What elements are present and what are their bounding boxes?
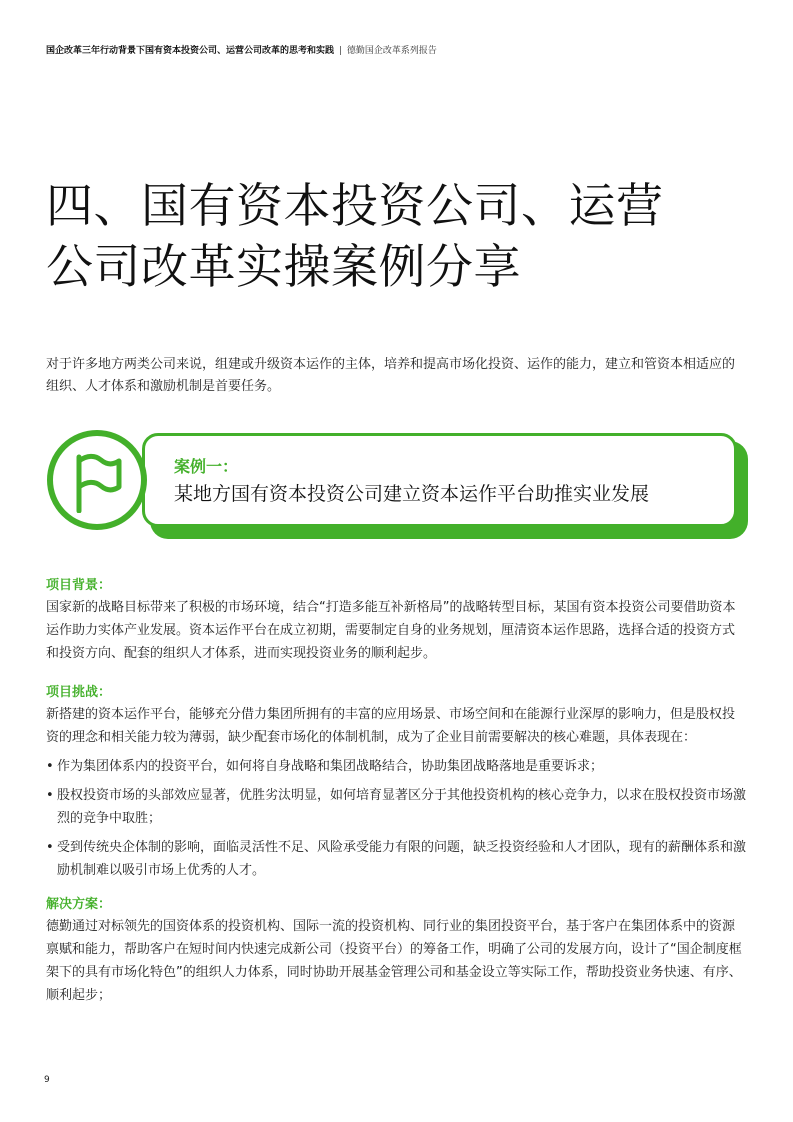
case-label: 案例一： xyxy=(174,457,239,476)
challenge-bullets xyxy=(46,755,746,882)
bullet-text: 受到传统央企体制的影响，面临灵活性不足、风险承受能力有限的问题，缺乏投资经验和人才团队，现有的薪酬体系和激励机制难以吸引市场上优秀的人才。 xyxy=(57,840,747,878)
flag-icon xyxy=(73,453,123,513)
solution-section xyxy=(46,895,746,1007)
case-banner xyxy=(142,433,737,527)
bullet-dot: • xyxy=(46,759,54,774)
bullet-text: 作为集团体系内的投资平台，如何将自身战略和集团战略结合，协助集团战略落地是重要诉求； xyxy=(57,759,604,774)
header-series: 德勤国企改革系列报告 xyxy=(346,46,437,56)
background-heading: 项目背景： xyxy=(46,578,112,593)
case-title: 某地方国有资本投资公司建立资本运作平台助推实业发展 xyxy=(174,483,650,505)
page-number: 9 xyxy=(44,1075,50,1085)
challenge-text: 新搭建的资本运作平台，能够充分借力集团所拥有的丰富的应用场景、市场空间和在能源行业深厚的影响力，但是股权投资的理念和相关能力较为薄弱，缺少配套市场化的体制机制，成为了企业目前需要解决的核心难题，具体表现在： xyxy=(46,707,736,745)
background-section xyxy=(46,576,746,665)
bullet-dot: • xyxy=(46,840,54,855)
list-item xyxy=(46,755,746,778)
page-title-line-2: 公司改革实操案例分享 xyxy=(46,240,521,295)
page-title xyxy=(46,176,766,298)
challenge-heading: 项目挑战： xyxy=(46,685,112,700)
running-header xyxy=(46,45,766,57)
background-text: 国家新的战略目标带来了积极的市场环境，结合“打造多能互补新格局”的战略转型目标，某国有资本投资公司要借助资本运作助力实体产业发展。资本运作平台在成立初期，需要制定自身的业务规划，厘清资本运作思路，选择合适的投资方式和投资方向、配套的组织人才体系，进而实现投资业务的顺利起步。 xyxy=(46,600,736,661)
header-title: 国企改革三年行动背景下国有资本投资公司、运营公司改革的思考和实践 xyxy=(46,46,335,56)
bullet-text: 股权投资市场的头部效应显著，优胜劣汰明显，如何培育显著区分于其他投资机构的核心竞争力，以求在股权投资市场激烈的竞争中取胜； xyxy=(57,788,747,826)
solution-heading: 解决方案： xyxy=(46,897,112,912)
list-item xyxy=(46,784,746,830)
header-separator: | xyxy=(338,46,342,56)
intro-paragraph: 对于许多地方两类公司来说，组建或升级资本运作的主体，培养和提高市场化投资、运作的能力，建立和管资本相适应的组织、人才体系和激励机制是首要任务。 xyxy=(46,357,736,394)
case-icon-circle xyxy=(47,430,147,530)
page-title-line-1: 四、国有资本投资公司、运营 xyxy=(46,179,664,234)
list-item xyxy=(46,836,746,882)
bullet-dot: • xyxy=(46,788,54,803)
challenge-section xyxy=(46,683,746,882)
solution-text: 德勤通过对标领先的国资体系的投资机构、国际一流的投资机构、同行业的集团投资平台，基于客户在集团体系中的资源禀赋和能力，帮助客户在短时间内快速完成新公司（投资平台）的筹备工作，明确了公司的发展方向，设计了“国企制度框架下的具有市场化特色”的组织人力体系，同时协助开展基金管理公司和基金设立等实际工作，帮助投资业务快速、有序、顺利起步； xyxy=(46,919,742,1003)
